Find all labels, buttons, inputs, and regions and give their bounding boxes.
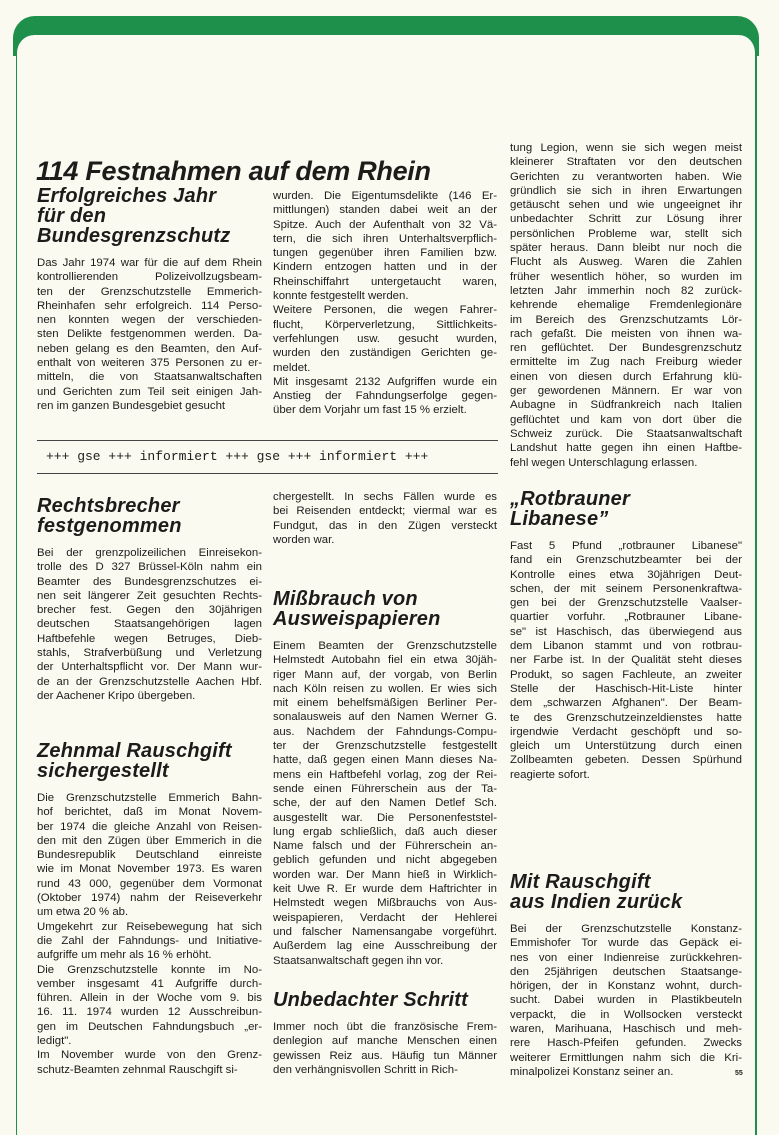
text-line: ren geflüchtet. Der Bundesgrenzschutz [510,342,742,355]
heading-line: Ausweispapieren [273,608,441,630]
article-heading [510,489,742,529]
text-line: gleich um Unterstützung durch einen [510,740,742,753]
article-heading [37,186,262,246]
text-line: Stelle der Haschisch-Hit-Liste hinter [510,682,742,695]
article-body [273,1020,497,1077]
article-heading [37,496,262,536]
text-line: hatte, daß gegen einen Mann dieses Na- [273,754,497,767]
text-line: worden war. [273,533,335,546]
text-line: kehrende ehemalige Fremdenlegionäre [510,299,742,312]
text-line: weiterer Ermittlungen nahm sich die Kri- [510,1051,742,1064]
text-line: sucht. Dabei wurden in Plastikbeuteln [510,994,742,1007]
text-line: Die Grenzschutzstelle Emmerich Bahn- [37,792,262,804]
text-line: Aubagne in Südfrankreich nach Italien [510,399,742,412]
heading-line: Erfolgreiches Jahr [37,185,217,207]
text-line: lung ergab schließlich, daß auch dieser [273,825,497,838]
text-line: worden war. Der Mann hieß in Wirklich- [273,868,497,881]
text-line: Zollbeamten gebeten. Dessen Spürhund [510,754,742,767]
text-line: ausgestellt war. Die Personenfeststel- [273,811,497,824]
text-line: keit Uwe R. Er wurde dem Haftrichter in [273,883,497,896]
text-line: Außerdem lag eine Ausschreibung der [273,940,497,953]
text-line: aufgriffe um mehr als 16 % erhöht. [37,949,212,962]
text-line: Anstieg der Fahndungserfolge gegen- [273,390,497,403]
text-line: Die Grenzschutzstelle konnte im No- [37,963,262,976]
article-body [273,490,497,547]
article-body [510,539,742,782]
text-line: nes von einer Indienreise zurückkehren- [510,951,742,964]
heading-line: sichergestellt [37,760,169,782]
text-line: den verhängnisvollen Schritt in Rich- [273,1063,458,1076]
text-line: gründlich sie sich in ihren Erwartungen [510,184,742,197]
text-line: Helmstedt Autobahn fiel ein etwa 30jäh- [273,654,497,667]
text-line: den 25jährigen deutschen Staatsange- [510,965,742,978]
text-line: dem „schwarzen Afghanen". Der Beam- [510,697,742,710]
article-body [37,256,262,413]
text-line: Haftbefehle wegen Betruges, Dieb- [37,632,262,645]
text-line: wurden. Die Eigentumsdelikte (146 Er- [273,190,497,202]
text-line: mittlungen) standen dabei weit an der [273,204,497,217]
text-line: geblich gefunden und nicht abgegeben [273,854,497,867]
text-line: Fast 5 Pfund „rotbrauner Libanese" [510,540,742,552]
text-line: reagierte sofort. [510,768,590,781]
article-heading [510,872,742,912]
text-line: der Unterhaltspflicht vor. Der Mann wur- [37,661,262,674]
text-line: Das Jahr 1974 war für die auf dem Rhein [37,257,262,269]
text-line: sche, der auf den Namen Detlef Sch. [273,797,497,810]
text-line: letzten Jahr immerhin noch 82 zurück- [510,284,742,297]
text-line: Rheinschiffahrt untergetaucht waren, [273,275,497,288]
text-line: über dem Vorjahr um fast 15 % erzielt. [273,404,467,417]
article-body [37,791,262,1077]
article-unbedachter-schritt [273,990,497,1077]
text-line: rach gefaßt. Die meisten von ihnen wa- [510,327,742,340]
article-missbrauch [273,589,497,968]
text-line: mit einem behelfsmäßigen Berliner Per- [273,697,497,710]
text-line: und Gerichten zum Teil seit einigen Jah- [37,385,262,398]
text-line: meldet. [273,361,311,374]
article-rechtsbrecher [37,496,262,703]
text-line: Bei der grenzpolizeilichen Einreisekon- [37,547,262,559]
text-line: konnte festgestellt werden. [273,290,409,303]
text-line: später heraus. Dann bleibt nur noch die [510,242,742,255]
text-line: früher wesentlich höher, so wurden im [510,270,742,283]
article-erfolgreiches-jahr-cont [273,189,497,418]
text-line: (Oktober 1974) nahm der Reiseverkehr [37,892,262,905]
article-heading [273,990,497,1010]
text-line: rere Hasch-Pfeifen gefunden. Zwecks [510,1037,742,1050]
text-line: um etwa 20 % ab. [37,906,129,919]
text-line: fehl wegen Unterschlagung erlassen. [510,456,698,469]
text-line: Im November wurde von den Grenz- [37,1049,262,1062]
text-line: hof berichtet, daß im Monat Novem- [37,806,262,819]
text-line: sonalausweis auf den Namen Werner G. [273,711,497,724]
page-headline: 114 Festnahmen auf dem Rhein [36,156,431,187]
text-line: dem Libanon stammt und von rotbrau- [510,640,742,653]
text-line: enthalt von weiteren 375 Personen zu er- [37,357,262,370]
text-line: deutschen Staatsangehörigen lagen [37,618,262,631]
text-line: kleinerer Straftaten vor den deutschen [510,156,742,169]
heading-line: festgenommen [37,515,182,537]
article-body [273,639,497,968]
article-body [510,922,742,1079]
heading-line: aus Indien zurück [510,891,683,913]
text-line: geflüchtet und kam von dort über die [510,413,742,426]
text-line: Spitze. Auch der Aufenthalt von 32 Vä- [273,218,497,231]
text-line: fand ein Grenzschutzbeamter bei der [510,554,742,567]
heading-line: Rechtsbrecher [37,495,180,517]
text-line: ger gewordenen Männern. Er war von [510,385,742,398]
heading-line: Bundesgrenzschutz [37,225,231,247]
divider-top [37,440,498,441]
article-heading [37,741,262,781]
text-line: Emmishofer Tor wurde das Gepäck ei- [510,937,742,950]
text-line: weispapieren, Verdacht der Hehlerei [273,911,497,924]
article-body [37,546,262,703]
text-line: Mit insgesamt 2132 Aufgriffen wurde ein [273,375,497,388]
text-line: mitteln, die von Staatsanwaltschaften [37,371,262,384]
text-line: ter der Grenzschutzstelle festgestellt [273,740,497,753]
article-indien [510,872,742,1079]
article-body [510,141,742,470]
text-line: neben gelang es den Beamten, den Auf- [37,342,262,355]
text-line: rund 43 000, gegenüber dem Vormonat [37,877,262,890]
text-line: Schweiz zurück. Die Staatsanwaltschaft [510,427,742,440]
text-line: Produkt, so sagen Fachleute, an zweiter [510,668,742,681]
article-body [273,189,497,418]
heading-line: „Rotbrauner [510,488,630,510]
text-line: führen. Allein in der Woche vom 9. bis [37,992,262,1005]
news-ticker: +++ gse +++ informiert +++ gse +++ informiert +++ [46,449,429,464]
text-line: irgendwie Verdacht geschöpft und so- [510,725,742,738]
text-line: unbedachter Schritt zur Lösung ihrer [510,213,742,226]
text-line: gen bei der Grenzschutzstelle Vaalser- [510,597,742,610]
text-line: verpackt, die in Wollsocken versteckt [510,1008,742,1021]
divider-bottom [37,473,498,474]
text-line: Bei der Grenzschutzstelle Konstanz- [510,923,742,935]
text-line: sende einen Führerschein aus der Ta- [273,782,497,795]
text-line: se" ist Haschisch, das überwiegend aus [510,625,742,638]
text-line: persönlichen Probleme war, stellt sich [510,227,742,240]
text-line: und falscher Namensangabe vorgeführt. [273,925,497,938]
text-line: denlegion auf manche Menschen einen [273,1035,497,1048]
text-line: nen konnten wegen der verschieden- [37,314,262,327]
text-line: Landshut hatte gegen ihn einen Haftbe- [510,442,742,455]
text-line: Name falsch und der Führerschein an- [273,840,497,853]
text-line: Fundgut, das in den Zügen versteckt [273,519,497,532]
text-line: Kindern entzogen hatten und in der [273,261,497,274]
text-line: vember insgesamt 41 Aufgriffe durch- [37,977,262,990]
text-line: nen seit längerer Zeit gesuchten Rechts- [37,589,262,602]
text-line: trolle des D 327 Brüssel-Köln nahm ein [37,561,262,574]
text-line: ten der Grenzschutzstelle Emmerich- [37,285,262,298]
text-line: mens ein Haftbefehl vorlag, zog der Rei- [273,768,497,781]
article-erfolgreiches-jahr [37,186,262,413]
text-line: Immer noch übt die französische Frem- [273,1021,497,1033]
text-line: ner Farbe ist. In der Qualität steht dieses [510,654,742,667]
article-rotbrauner-libanese [510,489,742,782]
text-line: Gerichten zu verantworten haben. Wie [510,170,742,183]
text-line: im Bereich des Grenzschutzamts Lör- [510,313,742,326]
text-line: Helmstedt wegen Mißbrauchs von Aus- [273,897,497,910]
text-line: Kontrolle eines etwa 30jährigen Deut- [510,568,742,581]
text-line: kontrollierenden Polizeivollzugsbeam- [37,271,262,284]
article-unbedachter-schritt-cont [510,141,742,470]
text-line: sten Delikte festgenommen werden. Da- [37,328,262,341]
text-line: 16. 11. 1974 wurden 12 Ausschreibun- [37,1006,262,1019]
article-heading [273,589,497,629]
text-line: Beamter des Bundesgrenzschutzes ei- [37,575,262,588]
text-line: gen im Deutschen Fahndungsbuch „er- [37,1020,262,1033]
text-line: minalpolizei Konstanz seiner an. [510,1065,674,1078]
text-line: Weitere Personen, die wegen Fahrer- [273,304,497,317]
text-line: quartier vorfuhr. „Rotbrauner Libane- [510,611,742,624]
heading-line: Unbedachter Schritt [273,989,468,1011]
text-line: de an der Grenzschutzstelle Aachen Hbf. [37,675,262,688]
heading-line: Mißbrauch von [273,588,418,610]
text-line: der Aachener Kripo übergeben. [37,689,196,702]
text-line: Flucht als Ausweg. Waren die Zahlen [510,256,742,269]
heading-line: Zehnmal Rauschgift [37,740,232,762]
heading-line: Mit Rauschgift [510,871,651,893]
text-line: schutz-Beamten zehnmal Rauschgift si- [37,1063,238,1076]
text-line: verfehlungen usw. gesucht wurden, [273,332,497,345]
text-line: riger Mann auf, der vorgab, von Berlin [273,668,497,681]
text-line: die Zahl der Fahndungs- und Initiative- [37,934,262,947]
article-zehnmal-rauschgift-cont [273,490,497,547]
text-line: stahls, Strafverbüßung und Verletzung [37,647,262,660]
text-line: einen von diesen durch Erfahrung klü- [510,370,742,383]
text-line: waren, Marihuana, Haschisch und meh- [510,1023,742,1036]
heading-line: Libanese” [510,508,609,530]
text-line: den mit den Zügen über Emmerich in die [37,834,262,847]
text-line: brecher fest. Gegen den 30jährigen [37,604,262,617]
text-line: chergestellt. In sechs Fällen wurde es [273,491,497,503]
text-line: Einem Beamten der Grenzschutzstelle [273,640,497,652]
text-line: Bundesrepublik Deutschland einreiste [37,849,262,862]
text-line: ledigt". [37,1035,72,1048]
article-zehnmal-rauschgift [37,741,262,1077]
text-line: ren im ganzen Bundesgebiet gesucht [37,399,226,412]
text-line: tern, die sich ihren Unterhaltsverpflich- [273,232,497,245]
text-line: tung Legion, wenn sie sich wegen meist [510,142,742,154]
text-line: tungen gegenüber ihren Familien bzw. [273,247,497,260]
text-line: gewissen Reiz aus. Häufig tun Männer [273,1049,497,1062]
text-line: hörigen, der in Konstanz wohnt, durch- [510,980,742,993]
text-line: ermittelte im Zug nach Freiburg wieder [510,356,742,369]
text-line: wie im Monat November 1973. Es waren [37,863,262,876]
text-line: aus. Nachdem der Fahndungs-Compu- [273,725,497,738]
heading-line: für den [37,205,107,227]
text-line: wurden den zuständigen Gerichten ge- [273,347,497,360]
text-line: schen, der mit seinem Personenkraftwa- [510,582,742,595]
text-line: Umgekehrt zur Reisebewegung hat sich [37,920,262,933]
text-line: ber 1974 die gleiche Anzahl von Reisen- [37,820,262,833]
page-number: 55 [735,1070,743,1077]
text-line: bei Reisenden entdeckt; viermal war es [273,505,497,518]
text-line: Rheinhafen sehr erfolgreich. 114 Perso- [37,299,262,312]
text-line: flucht, Körperverletzung, Sittlichkeits- [273,318,497,331]
text-line: Staatsanwaltschaft gegen ihn vor. [273,954,444,967]
text-line: te des Grenzschutzeinzeldienstes hatte [510,711,742,724]
text-line: nach Köln reisen zu wollen. Er wies sich [273,682,497,695]
text-line: getäuscht sehen und wie ungeeignet ihr [510,199,742,212]
